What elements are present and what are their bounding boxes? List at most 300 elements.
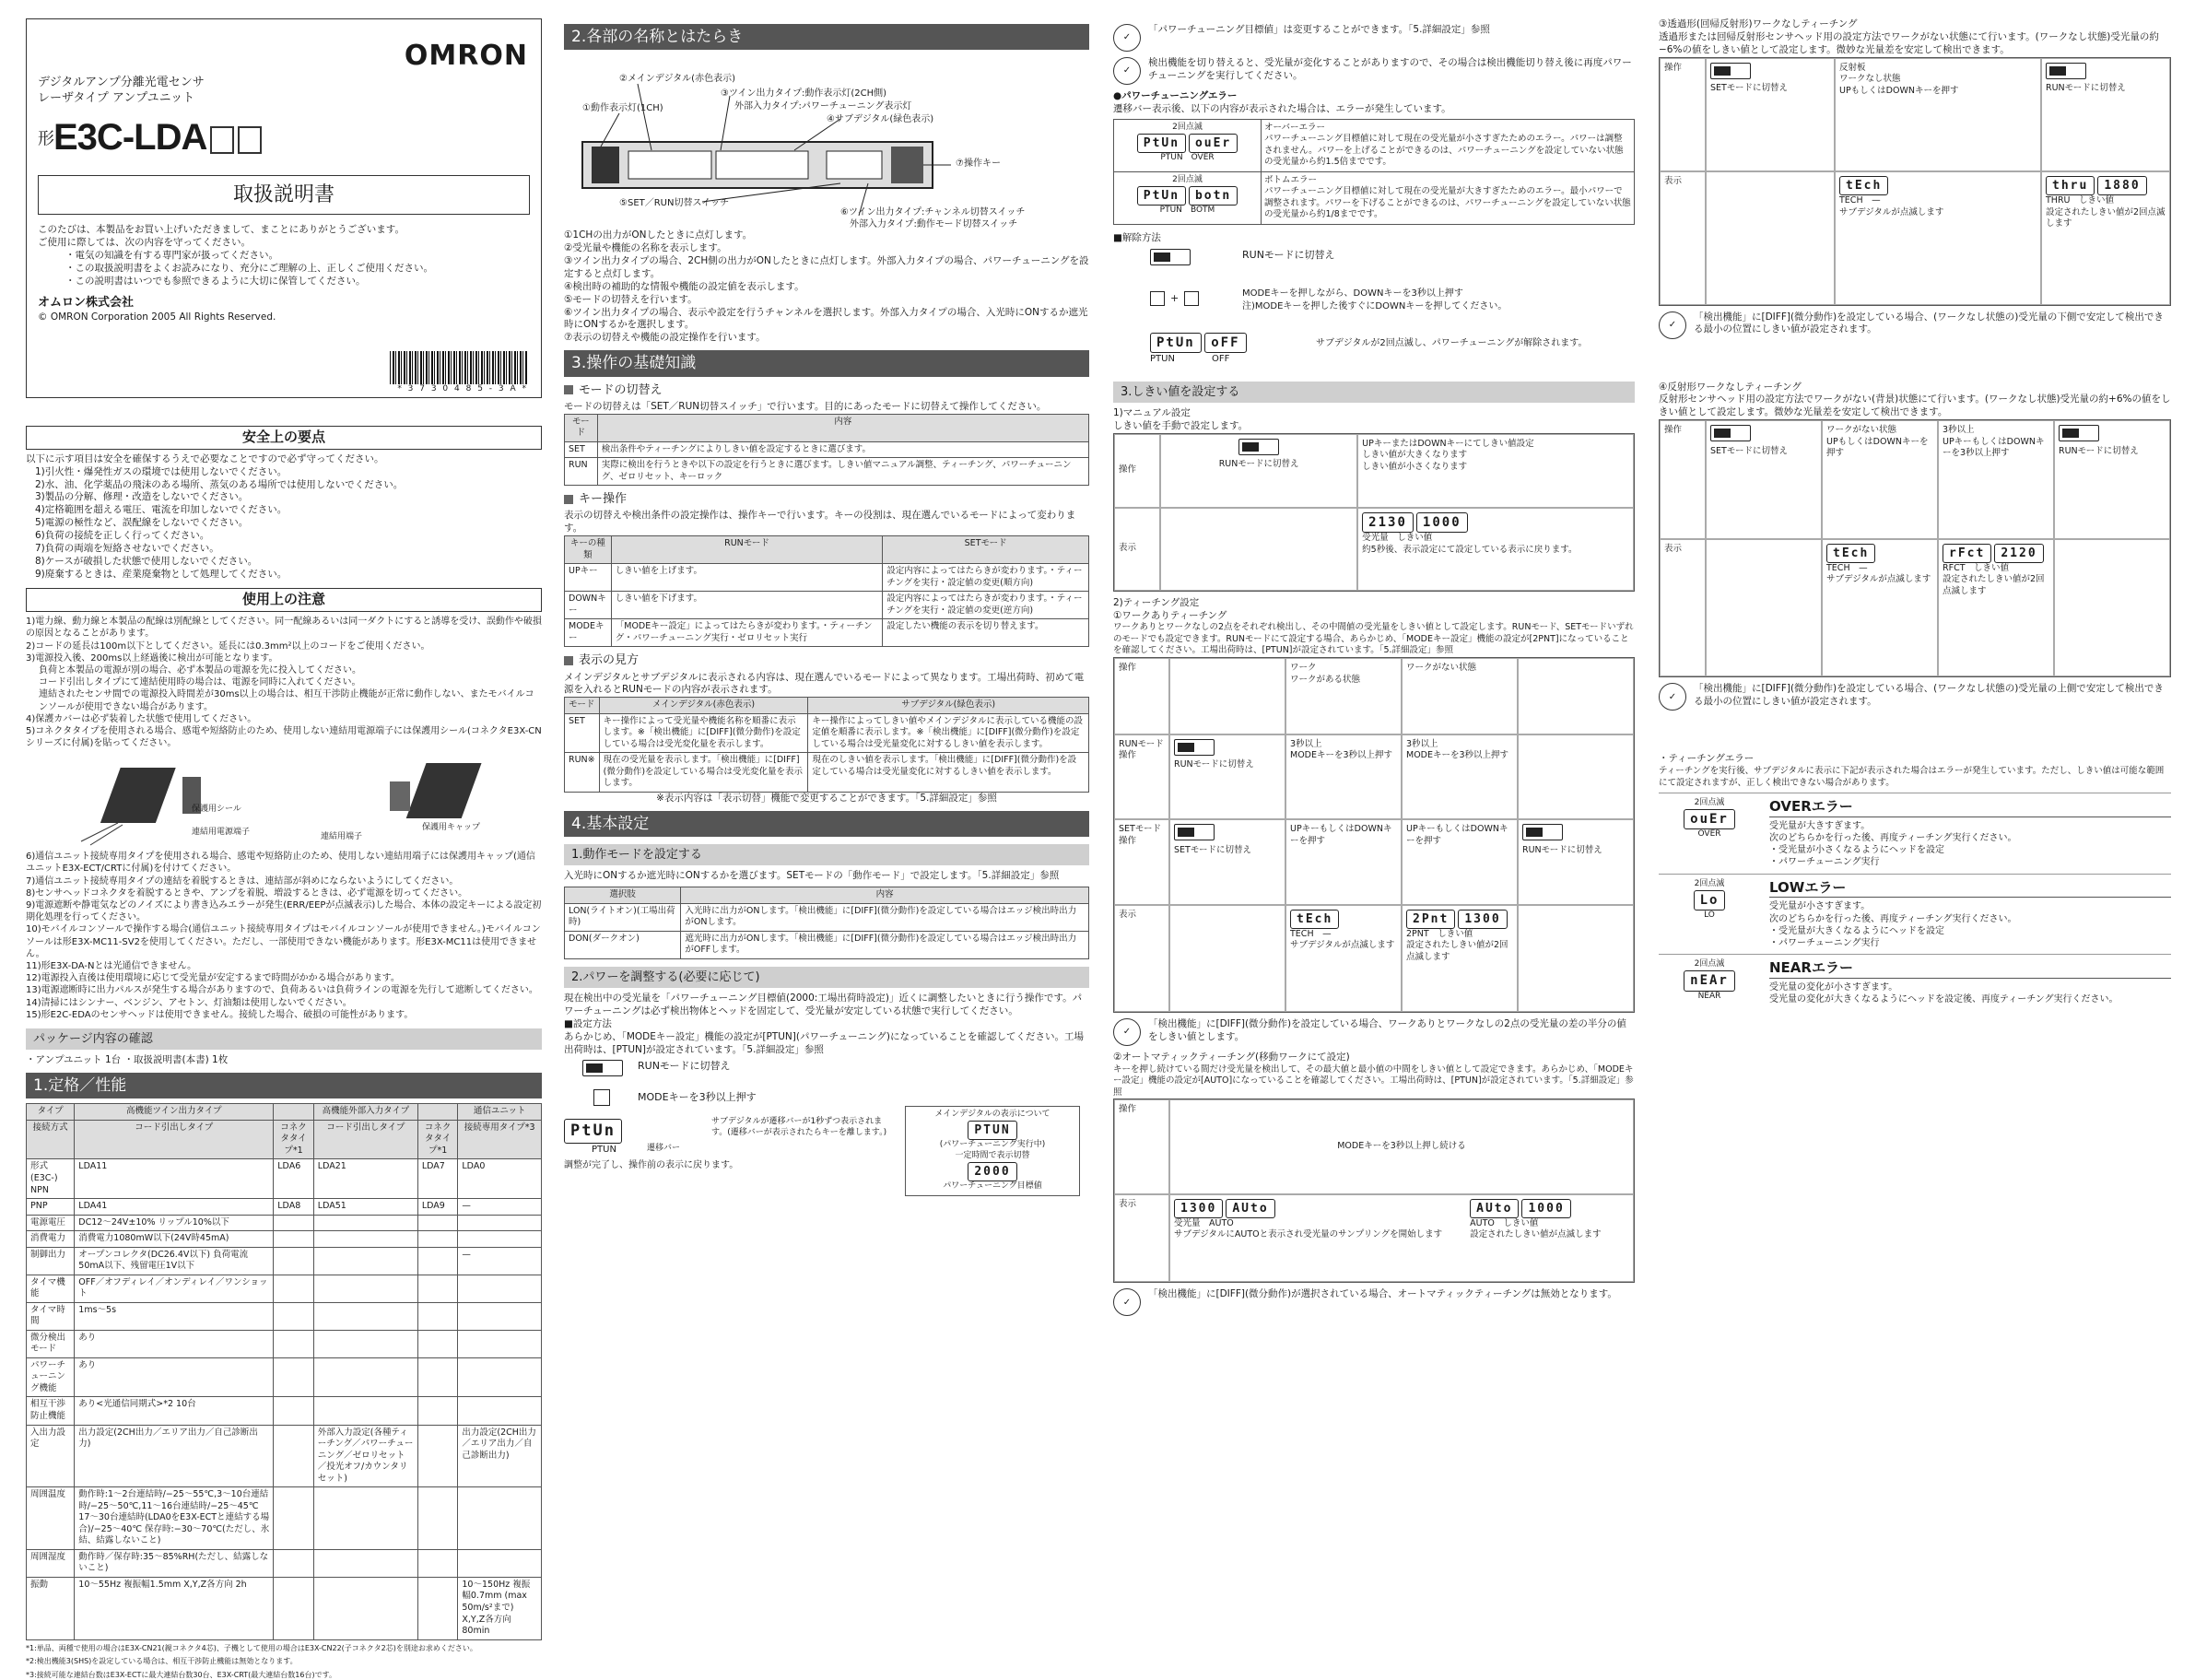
teach-error-lcd: ouEr [1684,809,1735,829]
table-cell: モード [565,414,598,441]
table-cell: LDA11 [75,1159,274,1199]
table-cell: 「MODEキー設定」によってはたらきが変わります。・ティーチング・パワーチューニング実行・ゼロリセット実行 [611,619,883,647]
t3-l2: THRU [2046,195,2071,206]
teach-error-display [1659,879,1760,950]
teach-ops [1113,657,1635,1013]
row-op-label: 操作 [1114,1099,1169,1193]
t4-updown: UPもしくはDOWNキーを押す [1826,436,1929,459]
label-2ch-indicator: ③ツイン出力タイプ:動作表示灯(2CH側) [721,88,887,100]
row-op-label: 操作 [1660,58,1706,171]
table-cell: LDA51 [313,1199,417,1216]
table-cell [458,1275,542,1302]
mode3-label: 3秒以上 [1943,425,1975,436]
teach-error-title: OVERエラー [1769,798,2171,817]
table-cell: 選択肢 [565,887,681,904]
table-cell: 電源電圧 [27,1215,75,1231]
table-row [27,1104,542,1121]
cover-box [26,18,542,398]
error-label-left: PTUN [1160,152,1183,162]
row-disp-label: 表示 [1660,539,1706,677]
set-run-switch-icon [1238,439,1279,455]
table-cell [417,1231,458,1248]
set-switch-label: SETモードに切替え [1710,445,1788,456]
parts-item: ①1CHの出力がONしたときに点灯します。 [564,229,753,241]
disp-text: メインデジタルとサブデジタルに表示される内容は、現在選んでいるモードによって異なります。工場出荷時、初めて電源を入れるとRUNモードの内容が表示されます。 [564,671,1085,696]
table-cell: しきい値を下げます。 [611,592,883,619]
check-icon: ✓ [1113,1288,1141,1316]
plus-icon: + [1170,291,1180,304]
key-text: 表示の切替えや検出条件の設定操作は、操作キーで行います。キーの役割は、現在選んでいるモードによって変わります。 [564,510,1076,535]
mode-head [564,382,1089,398]
table-row [565,698,1089,714]
table-cell: コネクタタイプ*1 [274,1120,314,1159]
omron-logo: OMRON [404,40,528,72]
table-cell [274,1231,314,1248]
table-cell [417,1302,458,1330]
safety-title: 安全上の要点 [26,426,542,450]
table-cell: LDA7 [417,1159,458,1199]
set-run-switch-icon [582,1060,623,1076]
manual-key-text: UPキーまたはDOWNキーにてしきい値設定 [1362,438,1534,449]
t4-key-1 [1822,420,1938,538]
intro-1: このたびは、本製品をお買い上げいただきまして、まことにありがとうございます。 [38,224,405,236]
barcode-text: * 3 7 3 0 4 8 5 - 3 A * [397,384,528,394]
t4-r2: しきい値 [1974,562,2010,573]
table-cell [313,1231,417,1248]
teach-error-line: ・パワーチューニング実行 [1769,937,1880,948]
label-set-run: ⑤SET／RUN切替スイッチ [619,198,730,209]
teach-text: ワークありとワークなしの2点をそれぞれ検出し、その中間値の受光量をしきい値として設定します。RUNモード、SETモードいずれのモードでも設定できます。RUNモードにて設定する場合、あらかじめ、「MODEキー設定」機能の設定が[2PNT]になっていることを確認してください。工場出荷時は、[PTUN]が設定されています。「5.詳細設定」参照 [1113,622,1634,656]
t3-ops [1659,57,2171,306]
table-cell: キー操作によってしきい値やメインデジタルに表示している機能の設定値を順番に表示します。※「検出機能」に[DIFF](微分動作)を設定している場合は受光量変化に対するしきい値を表示します。 [808,713,1089,753]
column-2 [564,18,1089,1534]
table-cell: 形式(E3C-) NPN [27,1159,75,1199]
main-switch-note: 一定時間で表示切替 [955,1151,1030,1161]
t4-blink2: 設定されたしきい値が2回点滅します [1943,574,2045,596]
table-cell: コード引出しタイプ [313,1120,417,1159]
with-work-label: ワークがある状態 [1290,674,1361,685]
usage-title: 使用上の注意 [26,588,542,612]
mode-table [564,414,1089,487]
t4-disp-1 [1822,539,1938,677]
table-cell: UPキー [565,564,612,592]
table-cell [417,1577,458,1639]
ptun-sub-note: サブデジタルが遷移バーが1秒ずつ表示されます。(遷移バーが表示されたらキーを離します。) [711,1117,887,1138]
parts-item: ③ツイン出力タイプの場合、2CH側の出力がONしたときに点灯します。外部入力タイプの場合、パワーチューニングを設定すると点灯します。 [564,255,1089,280]
spec-footnote-1: *1:単品、両種で使用の場合はE3X-CN21(親コネクタ4芯)、子機として使用の場合はE3X-CN22(子コネクタ2芯)を別途お求めください。 [26,1643,477,1652]
spec-footnote-2: *2:検出機能3(SHS)を設定している場合は、相互干渉防止機能は無効となります。 [26,1657,298,1666]
teach-l1: TECH [1290,928,1314,939]
table-cell: 設定内容によってはたらきが変わります。・ティーチングを実行・設定値の変更(順方向) [883,564,1089,592]
safety-intro: 以下に示す項目は安全を確保するうえで必要なことですので必ず守ってください。 [26,452,384,464]
table-cell: RUN [565,458,598,486]
safety-item: 7)負荷の両端を短絡させないでください。 [35,542,219,554]
table-row [27,1159,542,1199]
main-ptun-display: PTUN [968,1121,1016,1140]
table-cell [274,1397,314,1425]
table-cell: 外部入力設定(各種ティーチング／パワーチューニング／ゼロリセット／投光オフ/カウンタリセット) [313,1425,417,1487]
reflector-label: 反射板 [1839,62,1866,73]
teach-sub-2: 1300 [1458,910,1507,929]
t4-disp-empty [1706,539,1822,677]
usage-item: 3)電源投入後、200ms以上経過後に検出が可能となります。 [26,652,278,664]
table-cell: LDA41 [75,1199,274,1216]
manual-title: 取扱説明書 [38,175,530,215]
parts-item: ⑤モードの切替えを行います。 [564,293,698,305]
error-desc: パワーチューニング目標値に対して現在の受光量が小さすぎたためのエラー。パワーは調整されません。パワーを上げることができるのは、パワーチューニングを設定していない状態の受光量から約1.5倍までです。 [1264,134,1624,168]
ptun-step-2: MODEキーを3秒以上押す [638,1091,757,1104]
table-cell: LDA8 [274,1199,314,1216]
table-cell: 内容 [597,414,1088,441]
teach-main-1: tEch [1290,910,1339,929]
auto-op [1169,1099,1634,1193]
auto-ops [1113,1098,1635,1283]
table-cell: コネクタタイプ*1 [417,1120,458,1159]
auto-l2: AUTO [1470,1217,1495,1228]
threshold-head: 3.しきい値を設定する [1113,382,1635,403]
release-display [1150,333,1247,366]
table-cell: MODEキー [565,619,612,647]
table-cell: 10〜55Hz 複振幅1.5mm X,Y,Z各方向 2h [75,1577,274,1639]
teach-error-label: LO [1704,910,1715,920]
auto-main-1: 1300 [1174,1199,1223,1218]
teach-error-item [1659,793,2171,874]
table-cell [458,1330,542,1357]
table-cell: 振動 [27,1577,75,1639]
safety-item: 2)水、油、化学薬品の飛沫のある場所、蒸気のある場所では使用しないでください。 [35,478,404,490]
auto-main-2: AUto [1470,1199,1519,1218]
model-prefix: 形 [38,129,53,148]
t4-updown2: UPキーもしくはDOWNキーを3秒以上押す [1943,436,2045,459]
error-main: PtUn [1137,186,1186,206]
table-cell [458,1231,542,1248]
main-digital-note-head: メインデジタルの表示について [934,1110,1051,1120]
table-cell: 出力設定(2CH出力／エリア出力／自己診断出力) [75,1425,274,1487]
check-note [1659,311,2171,339]
set-run-switch-icon [1710,63,1751,79]
table-row [565,536,1089,564]
check-icon: ✓ [1113,57,1141,85]
auto-press: MODEキーを3秒以上押し続ける [1337,1141,1466,1152]
teach-error-label: NEAR [1697,991,1721,1001]
table-cell: LON(ライトオン)(工場出荷時) [565,903,681,931]
table-cell: LDA9 [417,1199,458,1216]
table-row [27,1549,542,1577]
error-title: オーバーエラー [1264,122,1326,133]
no-work2-label: ワークがない状態 [1826,425,1897,436]
t4-head: ④反射形ワークなしティーチング [1659,381,1802,393]
release-main: PtUn [1150,333,1202,353]
teach-blink2: 設定されたしきい値が2回点滅します [1406,940,1508,962]
teach-head: 2)ティーチング設定 [1113,596,1200,608]
teach-r2: しきい値 [1438,928,1473,939]
table-row [565,441,1089,458]
table-cell: 1ms〜5s [75,1302,274,1330]
table-cell: 周囲湿度 [27,1549,75,1577]
teach-l2: 2PNT [1406,928,1429,939]
check-note [1113,1018,1635,1046]
table-cell: 消費電力 [27,1231,75,1248]
table-cell: DC12〜24V±10% リップル10%以下 [75,1215,274,1231]
teach-error-lcd: nEAr [1684,970,1735,991]
mode-key-icon [593,1089,610,1106]
mode3-press: MODEキーを3秒以上押す [1406,750,1509,761]
table-cell [313,1302,417,1330]
safety-item: 6)負荷の接続を正しく行ってください。 [35,529,210,541]
teach-error-line: 受光量の変化が大きくなるようにヘッドを設定後、再度ティーチング実行ください。 [1769,994,2119,1005]
table-cell [274,1104,314,1121]
teach-error-item [1659,954,2171,1010]
manual-ops [1113,433,1635,592]
table-row [565,931,1089,958]
check-text: 「検出機能」に[DIFF](微分動作)を設定している場合、ワークありとワークなしの2点の受光量の差の半分の値をしきい値とします。 [1148,1018,1626,1042]
table-cell: オープンコレクタ(DC26.4V以下) 負荷電流50mA以下、残留電圧1V以下 [75,1247,274,1275]
table-cell [458,1397,542,1425]
s2-text: 現在検出中の受光量を「パワーチューニング目標値(2000:工場出荷時設定)」近くに調整したいときに行う操作です。パワーチューニングは必ず検出物体とヘッドを固定して、受光量が安定している状態で実行してください。 [564,993,1083,1016]
release-steps [1113,245,1635,374]
ptun-error-over [1113,119,1635,172]
table-cell [274,1275,314,1302]
table-row [565,887,1089,904]
table-cell: SET [565,441,598,458]
transition-bar-label: 遷移バー [647,1144,681,1154]
usage-item: 14)清掃にはシンナー、ベンジン、アセトン、灯油類は使用しないでください。 [26,997,352,1008]
check-icon: ✓ [1113,24,1141,52]
s1-head: 1.動作モードを設定する [564,844,1089,865]
table-cell: しきい値を上げます。 [611,564,883,592]
table-cell [313,1330,417,1357]
row-disp-label: 表示 [1114,905,1169,1012]
table-cell: コード引出しタイプ [75,1120,274,1159]
teach-op-empty [1518,734,1634,820]
auto-disp [1169,1194,1634,1283]
usage-item: 5)コネクタタイプを使用される場合、感電や短絡防止のため、使用しない連結用電源端子には保護用シール(コネクタE3X-CNシリーズに付属)を貼ってください。 [26,725,542,749]
label-ch-switch: ⑥ツイン出力タイプ:チャンネル切替スイッチ [840,207,1026,218]
disp-note: ※表示内容は「表示切替」機能で変更することができます。「5.詳細設定」参照 [656,793,997,804]
error-label-right: BOTM [1190,205,1215,215]
check-icon: ✓ [1659,311,1686,339]
usage-item: 4)保護カバーは必ず装着した状態で使用してください。 [26,713,257,724]
set-run-switch-icon [1522,824,1563,840]
table-cell: 入光時に出力がONします。「検出機能」に[DIFF](微分動作)を設定している場合はエッジ検出時出力がONします。 [681,903,1089,931]
s2-method: ■設定方法 [564,1017,612,1029]
t4-ops [1659,419,2171,677]
auto-sub-1: AUto [1226,1199,1274,1218]
safety-item: 5)電源の極性など、誤配線をしないでください。 [35,517,249,529]
ptun-display: PtUn [564,1119,622,1143]
t3-l1: TECH [1839,195,1863,206]
row-disp-label: 表示 [1114,1194,1169,1283]
table-cell [274,1487,314,1550]
table-cell: キーの種類 [565,536,612,564]
ptun-error-bottom-display [1114,172,1262,224]
check-note [1113,1288,1635,1316]
manual-text: しきい値を手動で設定します。 [1113,419,1249,431]
main-digital-note [905,1106,1080,1196]
t4-set [1706,420,1822,538]
key-head-text: キー操作 [579,492,628,507]
table-cell [417,1104,458,1121]
release-sub: oFF [1204,333,1246,353]
package-title: パッケージ内容の確認 [26,1028,542,1050]
table-cell: 検出条件やティーチングによりしきい値を設定するときに選びます。 [597,441,1088,458]
table-row [565,903,1089,931]
usage-item: 7)通信ユニット接続専用タイプの連結を着脱するときは、連結部が斜めにならないようにしてください。 [26,875,459,887]
usage-list [26,616,542,749]
spec-footnote-3: *3:接続可能な連結台数はE3X-ECTに最大連結台数30台、E3X-CRT(最大連結台数16台)です。 [26,1670,336,1679]
check-icon: ✓ [1659,683,1686,711]
manual-op-run [1160,434,1357,508]
set-run-switch-icon [1174,739,1215,756]
t3-disp-2 [2041,171,2170,305]
error-title: ボトムエラー [1264,174,1318,185]
table-cell [274,1577,314,1639]
teach-set-run [1518,819,1634,905]
table-cell: LDA21 [313,1159,417,1199]
bullet-1: ・電気の知識を有する専門家が扱ってください。 [65,249,278,261]
table-cell: 内容 [681,887,1089,904]
table-cell: 周囲温度 [27,1487,75,1550]
teach-errors [1659,793,2171,1010]
safety-item: 8)ケースが破損した状態で使用しないでください。 [35,555,258,567]
table-cell: DOWNキー [565,592,612,619]
release-keys [1150,291,1199,306]
teach-r1: — [1322,928,1332,939]
set-run-switch-icon [2046,63,2086,79]
disp-table [564,697,1089,793]
set-run-switch-icon [1174,824,1215,840]
teach-error-body [1769,959,2171,1005]
t4-l1: TECH [1826,562,1850,573]
check-note [1113,24,1635,52]
table-cell: 遮光時に出力がONします。「検出機能」に[DIFF](微分動作)を設定している場合はエッジ検出時出力がOFFします。 [681,931,1089,958]
table-cell: 設定内容によってはたらきが変わります。・ティーチングを実行・設定値の変更(逆方向) [883,592,1089,619]
check-text: 「検出機能」に[DIFF](微分動作)を設定している場合、(ワークなし状態の)受光量の下側で安定して検出できる最小の位置にしきい値が設定されます。 [1694,311,2164,335]
table-cell [458,1549,542,1577]
table-cell [458,1302,542,1330]
s1-text: 入光時にONするか遮光時にONするかを選びます。SETモードの「動作モード」で設定します。「5.詳細設定」参照 [564,870,1060,882]
teach-with-work [1285,658,1402,734]
table-cell [313,1275,417,1302]
auto-blink: 設定されたしきい値が点滅します [1470,1229,1602,1240]
check-icon: ✓ [1113,1018,1141,1046]
table-cell: 実際に検出を行うときや以下の設定を行うときに選びます。しきい値マニュアル調整、ティーチング、パワーチューニング、ゼロリセット、キーロック [597,458,1088,486]
table-cell [313,1247,417,1275]
teach-error-line: 受光量の変化が小さすぎます。 [1769,981,1898,993]
usage-item: 1)電力線、動力線と本製品の配線は別配線としてください。同一配線あるいは同一ダクトにすると誘導を受け、誤動作や破損の原因となることがあります。 [26,617,542,640]
table-cell [458,1357,542,1397]
table-cell: あり [75,1357,274,1397]
column-1 [26,18,542,1679]
usage-item: 2)コードの延長は100m以下としてください。延長には0.3mm²以上のコードをご使用ください。 [26,640,430,652]
table-cell [274,1247,314,1275]
table-row [27,1275,542,1302]
teach-error-line: 受光量が小さすぎます。 [1769,901,1871,912]
check-text: 検出機能を切り替えると、受光量が変化することがありますので、その場合は検出機能切り替え後に再度パワーチューニングを実行してください。 [1148,57,1632,81]
error-label-left: PTUN [1159,205,1182,215]
table-cell: 10〜150Hz 複振幅0.7mm (max 50m/s²まで) X,Y,Z各方向 80min [458,1577,542,1639]
t4-sub-2: 2120 [1994,544,2043,563]
auto-disp-2 [1470,1199,1602,1278]
ptun-error-over-display [1114,120,1262,171]
no-work-label: ワークなし状態 [1839,74,1901,85]
t3-text: 透過形または回帰反射形センサヘッド用の設定方法でワークがない状態にて行います。(ワークなし状態)受光量の約−6%の値をしきい値として設定します。微妙な光量差を安定して検出できます。 [1659,30,2159,55]
teach-error-line: 次のどちらかを行った後、再度ティーチング実行ください。 [1769,833,2017,844]
mode-text: モードの切替えは「SET／RUN切替スイッチ」で行います。目的にあったモードに切替えて操作してください。 [564,400,1047,412]
table-cell [274,1215,314,1231]
teach-error-line: 受光量が大きすぎます。 [1769,820,1871,831]
column-3 [1113,18,1635,1534]
label-1ch-indicator: ①動作表示灯(1CH) [582,103,663,114]
company-name: オムロン株式会社 [38,296,135,311]
table-cell: 消費電力1080mW以下(24V時45mA) [75,1231,274,1248]
manual-sub: 1000 [1416,512,1468,533]
table-cell: SETモード [883,536,1089,564]
table-cell: タイプ [27,1104,75,1121]
table-cell: あり<光通信同期式>*2 10台 [75,1397,274,1425]
auto-text: キーを押し続けている間だけ受光量を検出して、その最大値と最小値の中間をしきい値として設定できます。あらかじめ、「MODEキー設定」機能の設定が[AUTO]になっていることを確認してください。工場出荷時は、[PTUN]が設定されています。「5.詳細設定」参照 [1113,1063,1634,1098]
teach-set-switch [1169,819,1285,905]
disp-head [564,652,1089,668]
t3-main-1: tEch [1839,176,1888,195]
set-switch-label: SETモードに切替え [1174,844,1251,855]
manual-down-text: しきい値が小さくなります [1362,461,1468,472]
release-note: 注)MODEキーを押した後すぐにDOWNキーを押してください。 [1242,300,1508,311]
teach-main-2: 2Pnt [1406,910,1455,929]
table-row [27,1487,542,1550]
teach-error-item [1659,874,2171,955]
table-cell: 出力設定(2CH出力／エリア出力／自己診断出力) [458,1425,542,1487]
bullet-2: ・この取扱説明書をよくお読みになり、充分にご理解の上、正しくご使用ください。 [65,262,433,274]
set-mode-op-label: SETモード操作 [1114,819,1169,905]
usage-item: 12)電源投入直後は使用環境に応じて受光量が安定するまで時間がかかる場合があります。 [26,973,400,984]
table-row [27,1425,542,1487]
teach-error-label: OVER [1697,829,1721,840]
check-text: 「パワーチューニング目標値」は変更することができます。「5.詳細設定」参照 [1148,24,1490,35]
mode3-press: MODEキーを3秒以上押す [1290,750,1393,761]
t4-l2: RFCT [1943,562,1966,573]
teach-error-line: ・パワーチューニング実行 [1769,857,1880,868]
release-label-left: PTUN [1150,354,1175,365]
manual-disp-empty [1160,508,1357,591]
auto-r1: AUTO [1209,1217,1234,1228]
t3-main-2: thru [2046,176,2095,195]
table-row [27,1215,542,1231]
fig-label-connector: 連結用端子 [321,832,363,842]
t3-r2: しきい値 [2079,195,2115,206]
t4-disp-empty [2054,539,2170,677]
usage-item: 連結されたセンサ間での電源投入時間差が30ms以上の場合は、相互干渉防止機能が正常に動作しない、またモバイルコンソールが使用できない場合があります。 [39,689,534,712]
table-cell [313,1215,417,1231]
parts-item: ⑥ツイン出力タイプの場合、表示や設定を行うチャンネルを選択します。外部入力タイプの場合、入光時にONするか遮光時にONするかを選択します。 [564,306,1088,331]
package-text: ・アンプユニット 1台 ・取扱説明書(本書) 1枚 [26,1054,229,1066]
usage-item: 10)モバイルコンソールで操作する場合(通信ユニット接続専用タイプはモバイルコンソールが使用できません。)モバイルコンソールは形E3X-MC11-SV2を使用してください。ただし、一部使用できない機能があります。形E3X-MC11は使用できません。 [26,924,541,959]
blink-label: 2回点滅 [1694,959,1725,969]
teach-run-mode-1 [1285,734,1402,820]
table-row [565,564,1089,592]
table-cell: タイマ時間 [27,1302,75,1330]
safety-item: 3)製品の分解、修理・改造をしないでください。 [35,491,249,503]
set-switch-label: SETモードに切替え [1710,83,1788,94]
usage-figure [26,749,542,851]
table-cell: SET [565,713,600,753]
teach-error-lcd: Lo [1694,890,1726,910]
teach-error-display [1659,798,1760,869]
teach-error-body [1769,798,2171,869]
table-row [27,1231,542,1248]
table-cell: 相互干渉防止機能 [27,1397,75,1425]
teach-set-key-2: UPキーもしくはDOWNキーを押す [1402,819,1518,905]
